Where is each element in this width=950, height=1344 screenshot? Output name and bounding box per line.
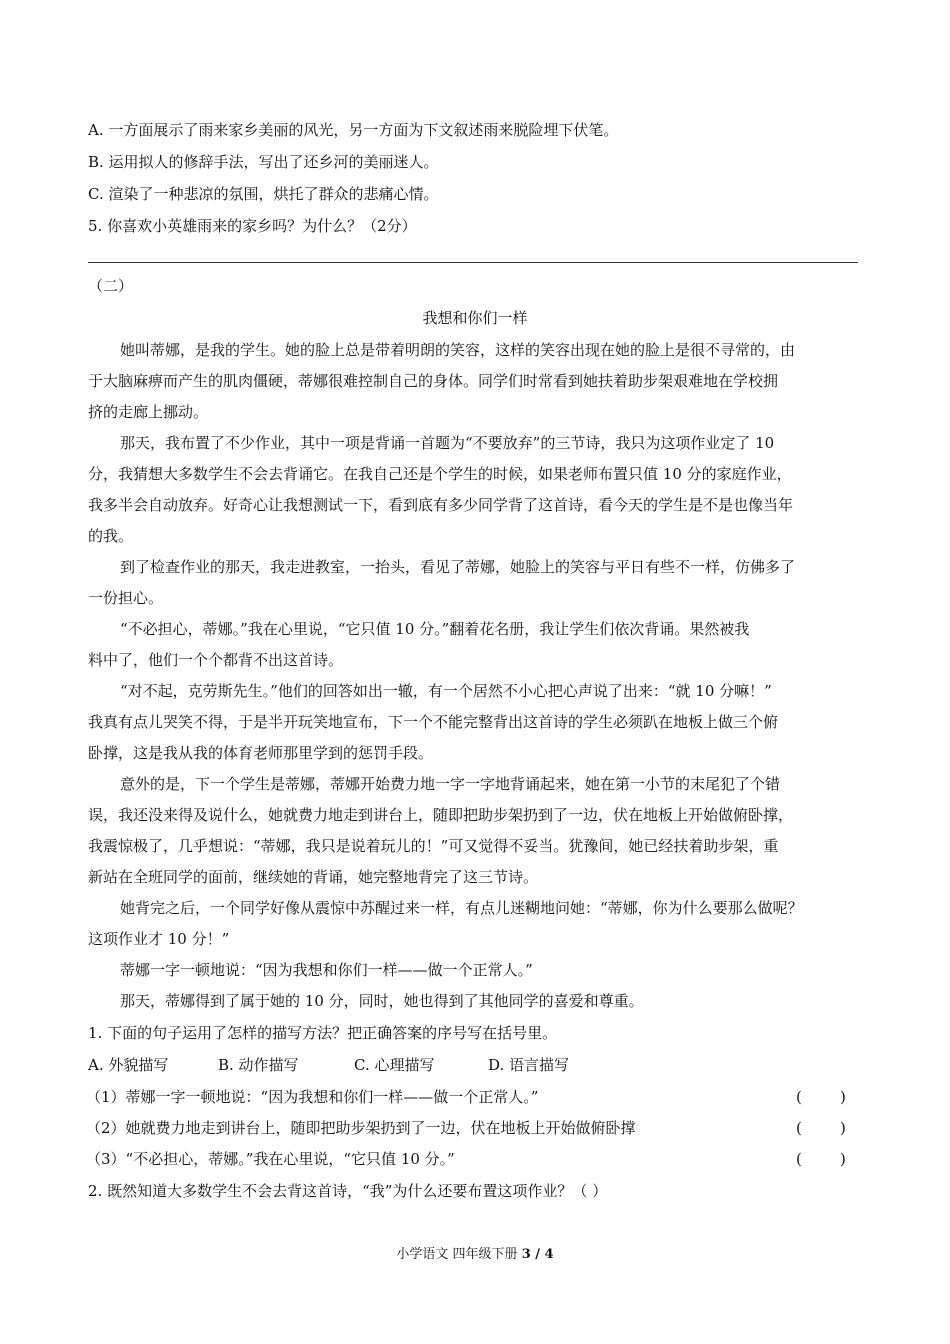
passage-line: 那天，我布置了不少作业，其中一项是背诵一首题为“不要放弃”的三节诗，我只为这项作业定了 10 bbox=[120, 434, 775, 452]
question-1-item-2: （2）她就费力地走到讲台上，随即把助步架扔到了一边，伏在地板上开始做俯卧撑 bbox=[86, 1119, 636, 1137]
question-1-item-3: （3）“不必担心，蒂娜。”我在心里说，“它只值 10 分。” bbox=[86, 1150, 455, 1168]
passage-line: 意外的是，下一个学生是蒂娜，蒂娜开始费力地一字一字地背诵起来，她在第一小节的末尾犯了个错 bbox=[120, 775, 781, 793]
passage-line: 一份担心。 bbox=[88, 589, 164, 607]
passage-line: 于大脑麻痹而产生的肌肉僵硬，蒂娜很难控制自己的身体。同学们时常看到她扶着助步架艰难地在学校拥 bbox=[88, 372, 779, 390]
question-1-stem: 1. 下面的句子运用了怎样的描写方法？把正确答案的序号写在括号里。 bbox=[88, 1024, 558, 1042]
question-2: 2. 既然知道大多数学生不会去背这首诗，“我”为什么还要布置这项作业？（ ） bbox=[88, 1182, 608, 1200]
passage-line: 料中了，他们一个个都背不出这首诗。 bbox=[88, 651, 344, 669]
passage-line: 新站在全班同学的面前，继续她的背诵，她完整地背完了这三节诗。 bbox=[88, 868, 539, 886]
choice-d: D. 语言描写 bbox=[488, 1056, 570, 1074]
answer-bracket[interactable]: ( ) bbox=[796, 1150, 846, 1168]
question-1-choices bbox=[88, 1055, 868, 1075]
passage-line: 挤的走廊上挪动。 bbox=[88, 403, 209, 421]
page-footer bbox=[0, 1246, 950, 1264]
passage-line: 她背完之后，一个同学好像从震惊中苏醒过来一样，有点儿迷糊地问她：“蒂娜，你为什么要那么做呢？ bbox=[120, 899, 803, 917]
question-1-item-1: （1）蒂娜一字一顿地说：“因为我想和你们一样——做一个正常人。” bbox=[86, 1088, 539, 1106]
passage-title: 我想和你们一样 bbox=[422, 309, 528, 327]
passage-line: 我震惊极了，几乎想说：“蒂娜，我只是说着玩儿的！”可又觉得不妥当。犹豫间，她已经扶着助步架，重 bbox=[88, 837, 779, 855]
choice-b: B. 动作描写 bbox=[218, 1056, 299, 1074]
option-a: A. 一方面展示了雨来家乡美丽的风光，另一方面为下文叙述雨来脱险埋下伏笔。 bbox=[88, 121, 619, 139]
passage-line: 我多半会自动放弃。好奇心让我想测试一下，看到底有多少同学背了这首诗，看今天的学生是不是也像当年 bbox=[88, 496, 794, 514]
passage-line: 到了检查作业的那天，我走进教室，一抬头，看见了蒂娜，她脸上的笑容与平日有些不一样，仿佛多了 bbox=[120, 558, 796, 576]
choice-a: A. 外貌描写 bbox=[88, 1056, 169, 1074]
option-c: C. 渲染了一种悲凉的氛围，烘托了群众的悲痛心情。 bbox=[88, 185, 439, 203]
choice-c: C. 心理描写 bbox=[354, 1056, 435, 1074]
passage-line: 蒂娜一字一顿地说：“因为我想和你们一样——做一个正常人。” bbox=[120, 961, 533, 979]
answer-bracket[interactable]: ( ) bbox=[796, 1119, 846, 1137]
page-number: 3 / 4 bbox=[521, 1247, 554, 1262]
passage-line: 我真有点儿哭笑不得，于是半开玩笑地宣布，下一个不能完整背出这首诗的学生必须趴在地板上做三个俯 bbox=[88, 713, 779, 731]
section-label: （二） bbox=[88, 277, 134, 295]
passage-line: “对不起，克劳斯先生。”他们的回答如出一辙，有一个居然不小心把心声说了出来：“就 10 分嘛！” bbox=[120, 682, 772, 700]
passage-line: 那天，蒂娜得到了属于她的 10 分，同时，她也得到了其他同学的喜爱和尊重。 bbox=[120, 992, 644, 1010]
answer-bracket[interactable]: ( ) bbox=[796, 1088, 846, 1106]
answer-line bbox=[88, 262, 858, 263]
passage-line: 这项作业才 10 分！” bbox=[88, 930, 230, 948]
passage-line: “不必担心，蒂娜。”我在心里说，“它只值 10 分。”翻着花名册，我让学生们依次背诵。果然被我 bbox=[120, 620, 750, 638]
passage-line: 误，我还没来得及说什么，她就费力地走到讲台上，随即把助步架扔到了一边，伏在地板上开始做俯卧撑， bbox=[88, 806, 794, 824]
passage-line: 卧撑，这是我从我的体育老师那里学到的惩罚手段。 bbox=[88, 744, 434, 762]
footer-label: 小学语文 四年级下册 bbox=[396, 1247, 522, 1262]
passage-line: 她叫蒂娜，是我的学生。她的脸上总是带着明朗的笑容，这样的笑容出现在她的脸上是很不寻常的，由 bbox=[120, 341, 796, 359]
passage-line: 的我。 bbox=[88, 527, 134, 545]
passage-line: 分，我猜想大多数学生不会去背诵它。在我自己还是个学生的时候，如果老师布置只值 10 分的家庭作业， bbox=[88, 465, 792, 483]
option-b: B. 运用拟人的修辞手法，写出了还乡河的美丽迷人。 bbox=[88, 153, 439, 171]
question-5: 5. 你喜欢小英雄雨来的家乡吗？为什么？（2分） bbox=[88, 217, 417, 235]
